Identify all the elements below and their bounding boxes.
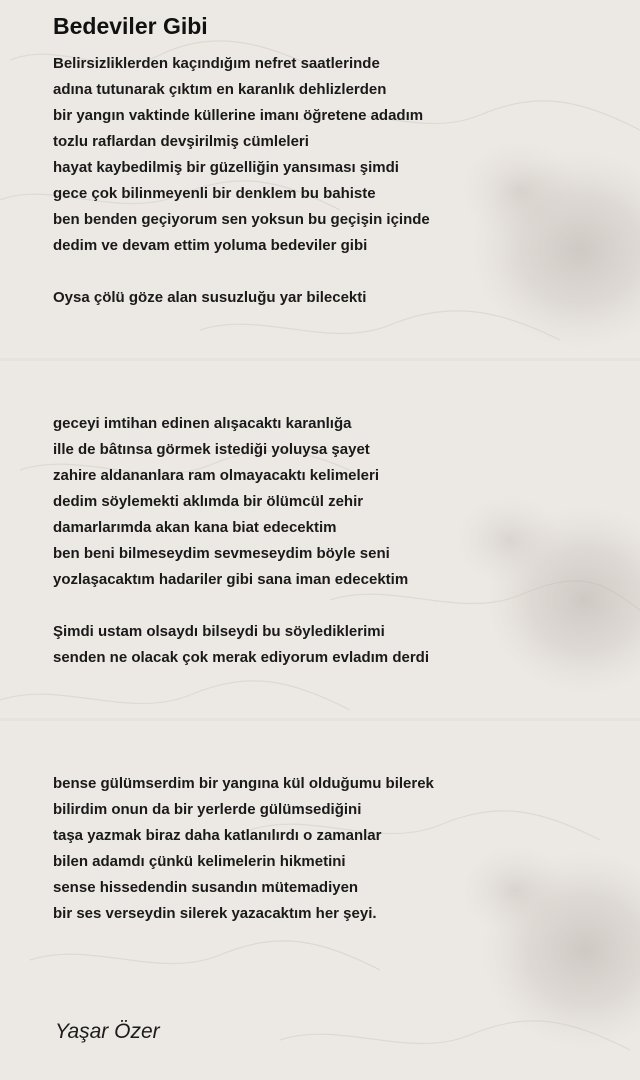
poem-line: tozlu raflardan devşirilmiş cümleleri [53, 133, 309, 150]
poem-line: yozlaşacaktım hadariler gibi sana iman edecektim [53, 571, 409, 588]
poem-line: bense gülümserdim bir yangına kül olduğumu bilerek [53, 775, 434, 792]
poem-line: Oysa çölü göze alan susuzluğu yar bilecekti [53, 289, 367, 306]
poem-line: damarlarımda akan kana biat edecektim [53, 519, 337, 536]
stanza-4 [53, 619, 429, 671]
poem-line: Şimdi ustam olsaydı bilseydi bu söylediklerimi [53, 623, 385, 640]
poem-line: gece çok bilinmeyenli bir denklem bu bahiste [53, 185, 376, 202]
poem-line: ben benden geçiyorum sen yoksun bu geçişin içinde [53, 211, 430, 228]
stanza-1 [53, 51, 430, 259]
poem-line: taşa yazmak biraz daha katlanılırdı o zamanlar [53, 827, 382, 844]
poem-line: bir ses verseydin silerek yazacaktım her şeyi. [53, 905, 377, 922]
stanza-2 [53, 285, 366, 311]
stanza-5 [53, 771, 434, 927]
poem-author: Yaşar Özer [55, 1020, 160, 1043]
poem-line: ille de bâtınsa görmek istediği yoluysa şayet [53, 441, 370, 458]
poem-line: zahire aldananlara ram olmayacaktı kelimeleri [53, 467, 380, 484]
stanza-3 [53, 411, 408, 593]
poem-line: hayat kaybedilmiş bir güzelliğin yansıması şimdi [53, 159, 399, 176]
poem-title: Bedeviler Gibi [53, 13, 208, 39]
poem-line: adına tutunarak çıktım en karanlık dehlizlerden [53, 81, 387, 98]
poem-line: geceyi imtihan edinen alışacaktı karanlığa [53, 415, 352, 432]
poem-line: dedim söylemekti aklımda bir ölümcül zehir [53, 493, 364, 510]
poem-line: bilirdim onun da bir yerlerde gülümsediğini [53, 801, 362, 818]
poem-line: bir yangın vaktinde küllerine imanı öğretene adadım [53, 107, 424, 124]
poem-line: Belirsizliklerden kaçındığım nefret saatlerinde [53, 55, 380, 72]
poem-line: senden ne olacak çok merak ediyorum evladım derdi [53, 649, 429, 666]
poem-line: sense hissedendin susandın mütemadiyen [53, 879, 359, 896]
poem-line: ben beni bilmeseydim sevmeseydim böyle seni [53, 545, 390, 562]
poem-line: dedim ve devam ettim yoluma bedeviler gibi [53, 237, 368, 254]
poem-line: bilen adamdı çünkü kelimelerin hikmetini [53, 853, 346, 870]
